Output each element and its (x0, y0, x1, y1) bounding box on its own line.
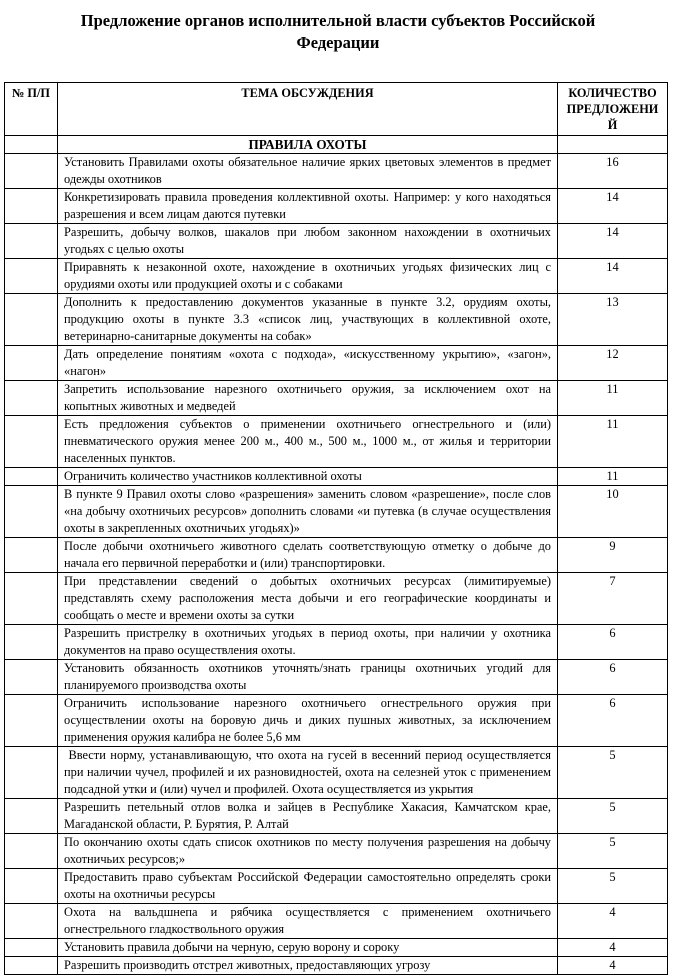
count-cell: 13 (558, 293, 668, 345)
count-cell: 9 (558, 537, 668, 572)
section-count-cell (558, 135, 668, 153)
topic-cell: Дать определение понятиям «охота с подхода», «искусственному укрытию», «загон», «нагон» (58, 345, 558, 380)
topic-cell: Ввести норму, устанавливающую, что охота на гусей в весенний период осуществляется при наличии чучел, профилей и их разновидностей, охота на селезней уток с применением подсадной утки и (или) чучел и профилей. Охота осуществляется из укрытия (58, 746, 558, 798)
row-number-cell (5, 258, 58, 293)
table-row (5, 467, 668, 485)
count-cell: 5 (558, 798, 668, 833)
table-row (5, 572, 668, 624)
document-title: Предложение органов исполнительной власти субъектов Российской Федерации (80, 11, 596, 53)
table-row (5, 258, 668, 293)
topic-cell: После добычи охотничьего животного сделать соответствующую отметку о добыче до начала его первичной переработки и (или) транспортировки. (58, 537, 558, 572)
table-row (5, 624, 668, 659)
table-row (5, 659, 668, 694)
row-number-cell (5, 624, 58, 659)
count-cell: 4 (558, 903, 668, 938)
topic-cell: Конкретизировать правила проведения коллективной охоты. Например: у кого находяться разрешения и всем лицам даются путевки (58, 188, 558, 223)
count-cell: 6 (558, 659, 668, 694)
topic-cell: Разрешить, добычу волков, шакалов при любом законном нахождении в охотничьих угодьях с целью охоты (58, 223, 558, 258)
table-row (5, 345, 668, 380)
count-cell: 11 (558, 467, 668, 485)
row-number-cell (5, 868, 58, 903)
count-cell: 6 (558, 624, 668, 659)
row-number-cell (5, 293, 58, 345)
count-cell: 14 (558, 258, 668, 293)
table-row (5, 223, 668, 258)
topic-cell: Установить обязанность охотников уточнять/знать границы охотничьих угодий для планируемого производства охоты (58, 659, 558, 694)
count-cell: 4 (558, 956, 668, 974)
row-number-cell (5, 223, 58, 258)
topic-cell: Приравнять к незаконной охоте, нахождение в охотничьих угодьях физических лиц с орудиями охоты или продукцией охоты и с собаками (58, 258, 558, 293)
count-cell: 14 (558, 188, 668, 223)
topic-cell: В пункте 9 Правил охоты слово «разрешения» заменить словом «разрешение», после слов «на добычу охотничьих ресурсов» дополнить словами «и путевка (в случае осуществления охоты в закрепленных охотничьих угодьях)» (58, 485, 558, 537)
table-row (5, 956, 668, 974)
topic-cell: Ограничить количество участников коллективной охоты (58, 467, 558, 485)
row-number-cell (5, 659, 58, 694)
topic-cell: Разрешить пристрелку в охотничьих угодьях в период охоты, при наличии у охотника документов на право осуществления охоты. (58, 624, 558, 659)
header-cell-topic: ТЕМА ОБСУЖДЕНИЯ (58, 82, 558, 135)
count-cell: 5 (558, 833, 668, 868)
row-number-cell (5, 956, 58, 974)
table-row (5, 694, 668, 746)
row-number-cell (5, 188, 58, 223)
count-cell: 16 (558, 153, 668, 188)
count-cell: 11 (558, 380, 668, 415)
count-cell: 5 (558, 746, 668, 798)
topic-cell: По окончанию охоты сдать список охотников по месту получения разрешения на добычу охотничьих ресурсов;» (58, 833, 558, 868)
section-row (5, 135, 668, 153)
count-cell: 14 (558, 223, 668, 258)
row-number-cell (5, 938, 58, 956)
topic-cell: Запретить использование нарезного охотничьего оружия, за исключением охот на копытных животных и медведей (58, 380, 558, 415)
row-number-cell (5, 380, 58, 415)
section-num-cell (5, 135, 58, 153)
row-number-cell (5, 903, 58, 938)
count-cell: 12 (558, 345, 668, 380)
table-row (5, 537, 668, 572)
table-row (5, 868, 668, 903)
table-row (5, 293, 668, 345)
topic-cell: Установить правила добычи на черную, серую ворону и сороку (58, 938, 558, 956)
table-body (5, 153, 668, 974)
topic-cell: Предоставить право субъектам Российской Федерации самостоятельно определять сроки охоты на охотничьи ресурсы (58, 868, 558, 903)
row-number-cell (5, 833, 58, 868)
count-cell: 6 (558, 694, 668, 746)
count-cell: 5 (558, 868, 668, 903)
topic-cell: Установить Правилами охоты обязательное наличие ярких цветовых элементов в предмет одежды охотников (58, 153, 558, 188)
topic-cell: Разрешить петельный отлов волка и зайцев в Республике Хакасия, Камчатском крае, Магаданской области, Р. Бурятия, Р. Алтай (58, 798, 558, 833)
proposals-table (4, 82, 668, 975)
row-number-cell (5, 572, 58, 624)
table-row (5, 380, 668, 415)
row-number-cell (5, 537, 58, 572)
row-number-cell (5, 485, 58, 537)
table-row (5, 153, 668, 188)
row-number-cell (5, 345, 58, 380)
row-number-cell (5, 415, 58, 467)
table-row (5, 798, 668, 833)
section-title: ПРАВИЛА ОХОТЫ (58, 135, 558, 153)
row-number-cell (5, 467, 58, 485)
count-cell: 7 (558, 572, 668, 624)
row-number-cell (5, 798, 58, 833)
table-row (5, 938, 668, 956)
table-row (5, 746, 668, 798)
table-row (5, 415, 668, 467)
topic-cell: Охота на вальдшнепа и рябчика осуществляется с применением охотничьего огнестрельного гладкоствольного оружия (58, 903, 558, 938)
topic-cell: Дополнить к предоставлению документов указанные в пункте 3.2, орудиям охоты, продукцию охоты в пункте 3.3 «список лиц, участвующих в коллективной охоте, ветеринарно-санитарные документы на собак» (58, 293, 558, 345)
topic-cell: Есть предложения субъектов о применении охотничьего огнестрельного и (или) пневматического оружия менее 200 м., 400 м., 500 м., 1000 м., от жилья и территории населенных пунктов. (58, 415, 558, 467)
count-cell: 10 (558, 485, 668, 537)
header-cell-count: КОЛИЧЕСТВО ПРЕДЛОЖЕНИЙ (558, 82, 668, 135)
topic-cell: Разрешить производить отстрел животных, предоставляющих угрозу (58, 956, 558, 974)
topic-cell: Ограничить использование нарезного охотничьего огнестрельного оружия при осуществлении охоты на боровую дичь и диких пушных животных, за исключением применения оружия калибра не более 5,6 мм (58, 694, 558, 746)
header-row (5, 82, 668, 135)
table-row (5, 188, 668, 223)
table-row (5, 833, 668, 868)
count-cell: 4 (558, 938, 668, 956)
count-cell: 11 (558, 415, 668, 467)
document-page (0, 10, 676, 970)
table-row (5, 903, 668, 938)
table-row (5, 485, 668, 537)
row-number-cell (5, 746, 58, 798)
row-number-cell (5, 153, 58, 188)
header-cell-num: № П/П (5, 82, 58, 135)
topic-cell: При представлении сведений о добытых охотничьих ресурсах (лимитируемые) представлять схему расположения места добычи и его географические координаты и сообщать о месте и времени охоты за сутки (58, 572, 558, 624)
row-number-cell (5, 694, 58, 746)
